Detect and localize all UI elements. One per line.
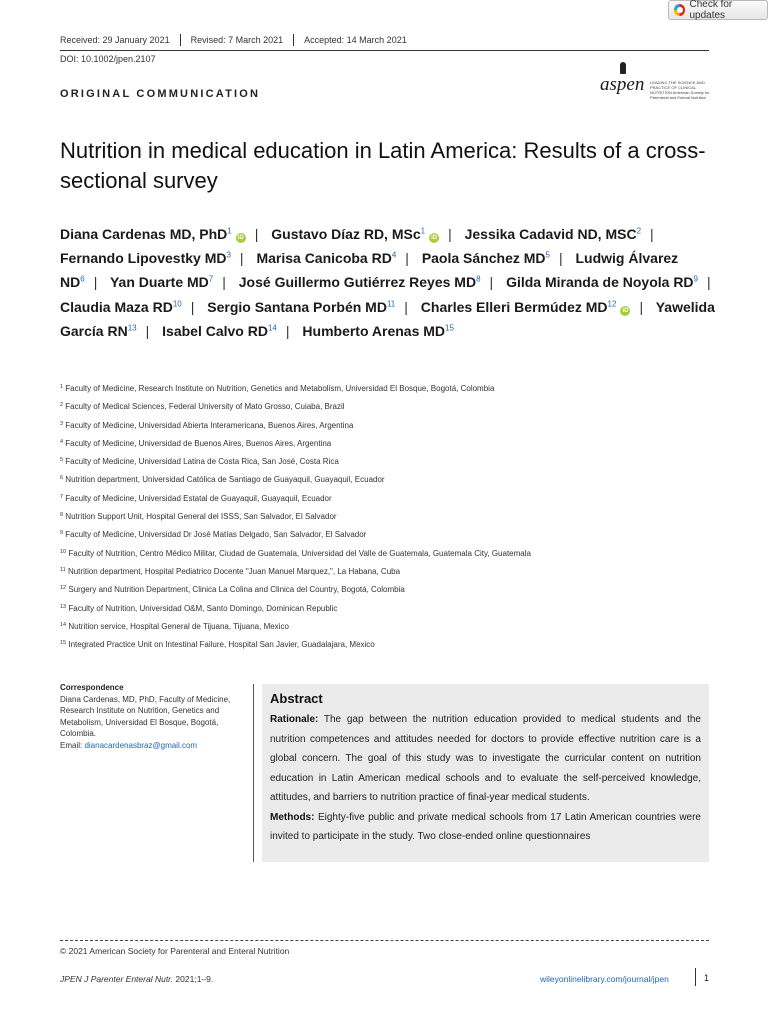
affiliation-number: 15 [60,640,67,647]
author-name: Yan Duarte MD [109,274,209,291]
author-affiliation-ref[interactable]: 4 [391,250,397,260]
author-separator: | [639,298,644,315]
affiliation [60,399,740,417]
author-affiliation-ref[interactable]: 7 [208,274,214,284]
author-name: Diana Cardenas MD, PhD [60,226,228,242]
author-separator: | [405,250,409,267]
author-affiliation-ref[interactable]: 13 [127,323,137,333]
affiliation-text: Nutrition department, Universidad Católica de Santiago de Guayaquil, Guayaquil, Ecuador [65,475,385,485]
author-separator: | [93,274,98,291]
affiliation [60,472,740,490]
abstract-rationale [270,710,701,808]
author-separator: | [145,322,150,339]
affiliation-text: Faculty of Medical Sciences, Federal University of Mato Grosso, Cuiaba, Brazil [65,402,345,412]
crossmark-icon [674,4,685,16]
affiliation-number: 4 [60,438,64,445]
correspondence-email-link[interactable]: dianacardenasbraz@gmail.com [84,740,198,750]
author-separator: | [707,274,711,291]
author-affiliation-ref[interactable]: 3 [226,250,231,260]
affiliation [60,564,740,582]
author [60,299,182,315]
author-list [60,222,720,343]
author-affiliation-ref[interactable]: 15 [445,323,454,333]
rationale-label: Rationale: [270,714,319,725]
affiliation-number: 3 [60,420,64,427]
author-separator: | [489,274,494,291]
journal-year-pages: 2021;1–9. [173,974,214,984]
orcid-icon[interactable]: iD [237,235,244,241]
affiliation-text: Faculty of Medicine, Universidad Latina de Costa Rica, San José, Costa Rica [65,457,339,467]
author [271,226,439,242]
author [256,250,396,266]
author-separator: | [558,250,563,267]
affiliation [60,418,740,436]
affiliation [60,619,740,637]
check-for-updates-button[interactable] [668,0,768,20]
affiliation-text: Nutrition department, Hospital Pediatrico Docente "Juan Manuel Marquez,", La Habana, Cuba [67,566,401,576]
footer-divider [60,940,709,941]
affiliation-number: 9 [60,530,64,537]
affiliation [60,601,740,619]
revised-date: Revised: 7 March 2021 [180,34,294,46]
affiliation-number: 6 [60,475,64,482]
journal-name: JPEN J Parenter Enteral Nutr. [60,974,174,984]
affiliation-number: 13 [60,603,67,610]
affiliation-text: Faculty of Medicine, Universidad Abierta Interamericana, Buenos Aires, Argentina [65,420,354,430]
author [506,274,698,290]
author [239,274,481,290]
affiliation [60,582,740,600]
author-affiliation-ref[interactable]: 6 [80,274,85,284]
affiliation-number: 14 [60,621,67,628]
affiliation-number: 10 [60,548,67,555]
affiliation-number: 1 [60,384,64,390]
journal-citation [60,974,213,984]
affiliation [60,436,740,454]
author-affiliation-ref[interactable]: 10 [172,298,182,308]
author-name: Gustavo Díaz RD, MSc [271,226,421,242]
author [421,299,631,315]
author-separator: | [285,322,290,339]
author-name: Charles Elleri Bermúdez MD [420,298,608,315]
author-name: Claudia Maza RD [60,298,173,315]
author-affiliation-ref[interactable]: 11 [386,298,396,308]
affiliation [60,546,740,564]
author-name: Humberto Arenas MD [302,322,446,339]
rationale-text: The gap between the nutrition education provided to medical students and the nutrition competences and attitudes needed for doctors to provide effective nutrition care is a global concern. The goal of this study was to investigate the curricular content on nutrition education in Latin American medical schools and to evaluate the self-perceived knowledge, attitudes, and barriers to nutrition practice of final-year medical students. [270,714,701,803]
correspondence-email-row [60,740,250,752]
affiliation-text: Faculty of Medicine, Universidad Dr José Matías Delgado, San Salvador, El Salvador [65,530,367,540]
author-affiliation-ref[interactable]: 14 [267,323,277,333]
accepted-date: Accepted: 14 March 2021 [293,34,417,46]
author-separator: | [448,226,452,242]
header-divider [60,50,709,51]
affiliation [60,509,740,527]
affiliation-number: 8 [60,512,64,519]
affiliation-text: Nutrition Support Unit, Hospital General del ISSS, San Salvador, El Salvador [65,512,337,522]
affiliation-number: 12 [60,585,67,592]
affiliation-text: Surgery and Nutrition Department, Clinica La Colina and Clinica del Country, Bogotá, Colombia [68,585,405,595]
author-name: Sergio Santana Porbén MD [207,298,387,315]
author-separator: | [190,298,195,315]
author [162,323,277,339]
author [422,250,550,266]
author-name: Yawelida García RN [60,298,715,339]
received-date: Received: 29 January 2021 [60,35,170,45]
page-number: 1 [695,968,709,986]
affiliation-list [60,381,740,655]
article-dates [60,34,417,46]
affiliation-text: Faculty of Nutrition, Centro Médico Militar, Ciudad de Guatemala, Universidad del Valle de Guatemala, Guatemala City, Guatemala [68,548,531,558]
affiliation-text: Faculty of Medicine, Universidad Estatal de Guayaquil, Guayaquil, Ecuador [65,493,332,503]
affiliation-number: 2 [60,402,64,409]
aspen-flame-icon [620,62,626,74]
author [60,250,231,266]
abstract-methods [270,808,701,847]
author-affiliation-ref[interactable]: 12 [607,298,617,308]
abstract-divider [253,684,254,862]
aspen-logo-tagline: LEADING THE SCIENCE AND PRACTICE OF CLINICAL NUTRITION American Society for Parenteral and Enteral Nutrition [650,80,710,100]
affiliation [60,527,740,545]
correspondence [60,682,250,751]
affiliation-text: Faculty of Medicine, Research Institute on Nutrition, Genetics and Metabolism, Universidad El Bosque, Bogotá, Colombia [65,384,495,393]
author-affiliation-ref[interactable]: 8 [476,274,481,284]
methods-label: Methods: [270,811,315,823]
author [207,299,395,315]
author-name: Gilda Miranda de Noyola RD [506,274,694,291]
author-name: Ludwig Álvarez ND [60,250,679,291]
affiliation-text: Faculty of Medicine, Universidad de Buenos Aires, Buenos Aires, Argentina [65,438,332,448]
email-label: Email: [60,740,85,750]
author-affiliation-ref[interactable]: 1 [227,226,232,236]
author-affiliation-ref[interactable]: 1 [420,226,426,236]
author-affiliation-ref[interactable]: 5 [545,250,550,260]
author-name: Marisa Canicoba RD [256,250,392,267]
author-name: Jessika Cadavid ND, MSC [464,226,637,242]
author-name: Paola Sánchez MD [421,250,546,267]
author-name: Isabel Calvo RD [162,322,268,339]
affiliation-text: Faculty of Nutrition, Universidad O&M, Santo Domingo, Dominican Republic [68,603,338,613]
author-separator: | [239,250,244,267]
affiliation [60,381,740,399]
affiliation-number: 7 [60,493,64,500]
methods-text: Eighty-five public and private medical schools from 17 Latin American countries were invited to participate in the study. Two close-ended online questionnaires [270,811,701,842]
author [465,226,641,242]
journal-url-link[interactable]: wileyonlinelibrary.com/journal/jpen [540,974,669,984]
copyright: © 2021 American Society for Parenteral and Enteral Nutrition [60,946,290,956]
affiliation-number: 5 [60,457,64,464]
check-for-updates-label: Check for updates [689,0,733,21]
abstract-box [262,684,709,862]
doi: DOI: 10.1002/jpen.2107 [60,54,156,64]
orcid-icon[interactable]: iD [431,235,438,241]
author-name: Fernando Lipovestky MD [60,250,227,267]
author-separator: | [650,226,654,242]
author-affiliation-ref[interactable]: 9 [693,274,698,284]
aspen-logo-wordmark: aspen [600,74,645,95]
author-separator: | [254,226,259,242]
aspen-logo [600,62,710,98]
author [60,226,246,242]
correspondence-heading: Correspondence [60,683,124,692]
author-name: José Guillermo Gutiérrez Reyes MD [238,274,477,291]
author [302,323,454,339]
author [110,274,213,290]
affiliation [60,637,740,655]
author-separator: | [404,298,408,315]
article-title: Nutrition in medical education in Latin America: Results of a cross-sectional survey [60,138,706,193]
correspondence-body: Diana Cardenas, MD, PhD, Faculty of Medicine, Research Institute on Nutrition, Genetics and Metabolism, Universidad El Bosque, Bogotá, Colombia. [60,694,231,738]
orcid-icon[interactable]: iD [622,307,629,314]
affiliation-text: Integrated Practice Unit on Intestinal Failure, Hospital San Javier, Guadalajara, Mexico [68,640,375,650]
author-separator: | [222,274,226,291]
affiliation [60,491,740,509]
affiliation-number: 11 [60,566,66,573]
section-label: ORIGINAL COMMUNICATION [60,88,261,100]
affiliation [60,454,740,472]
abstract-heading: Abstract [270,691,323,706]
affiliation-text: Nutrition service, Hospital General de Tijuana, Tijuana, Mexico [68,621,289,631]
author-affiliation-ref[interactable]: 2 [636,226,642,236]
